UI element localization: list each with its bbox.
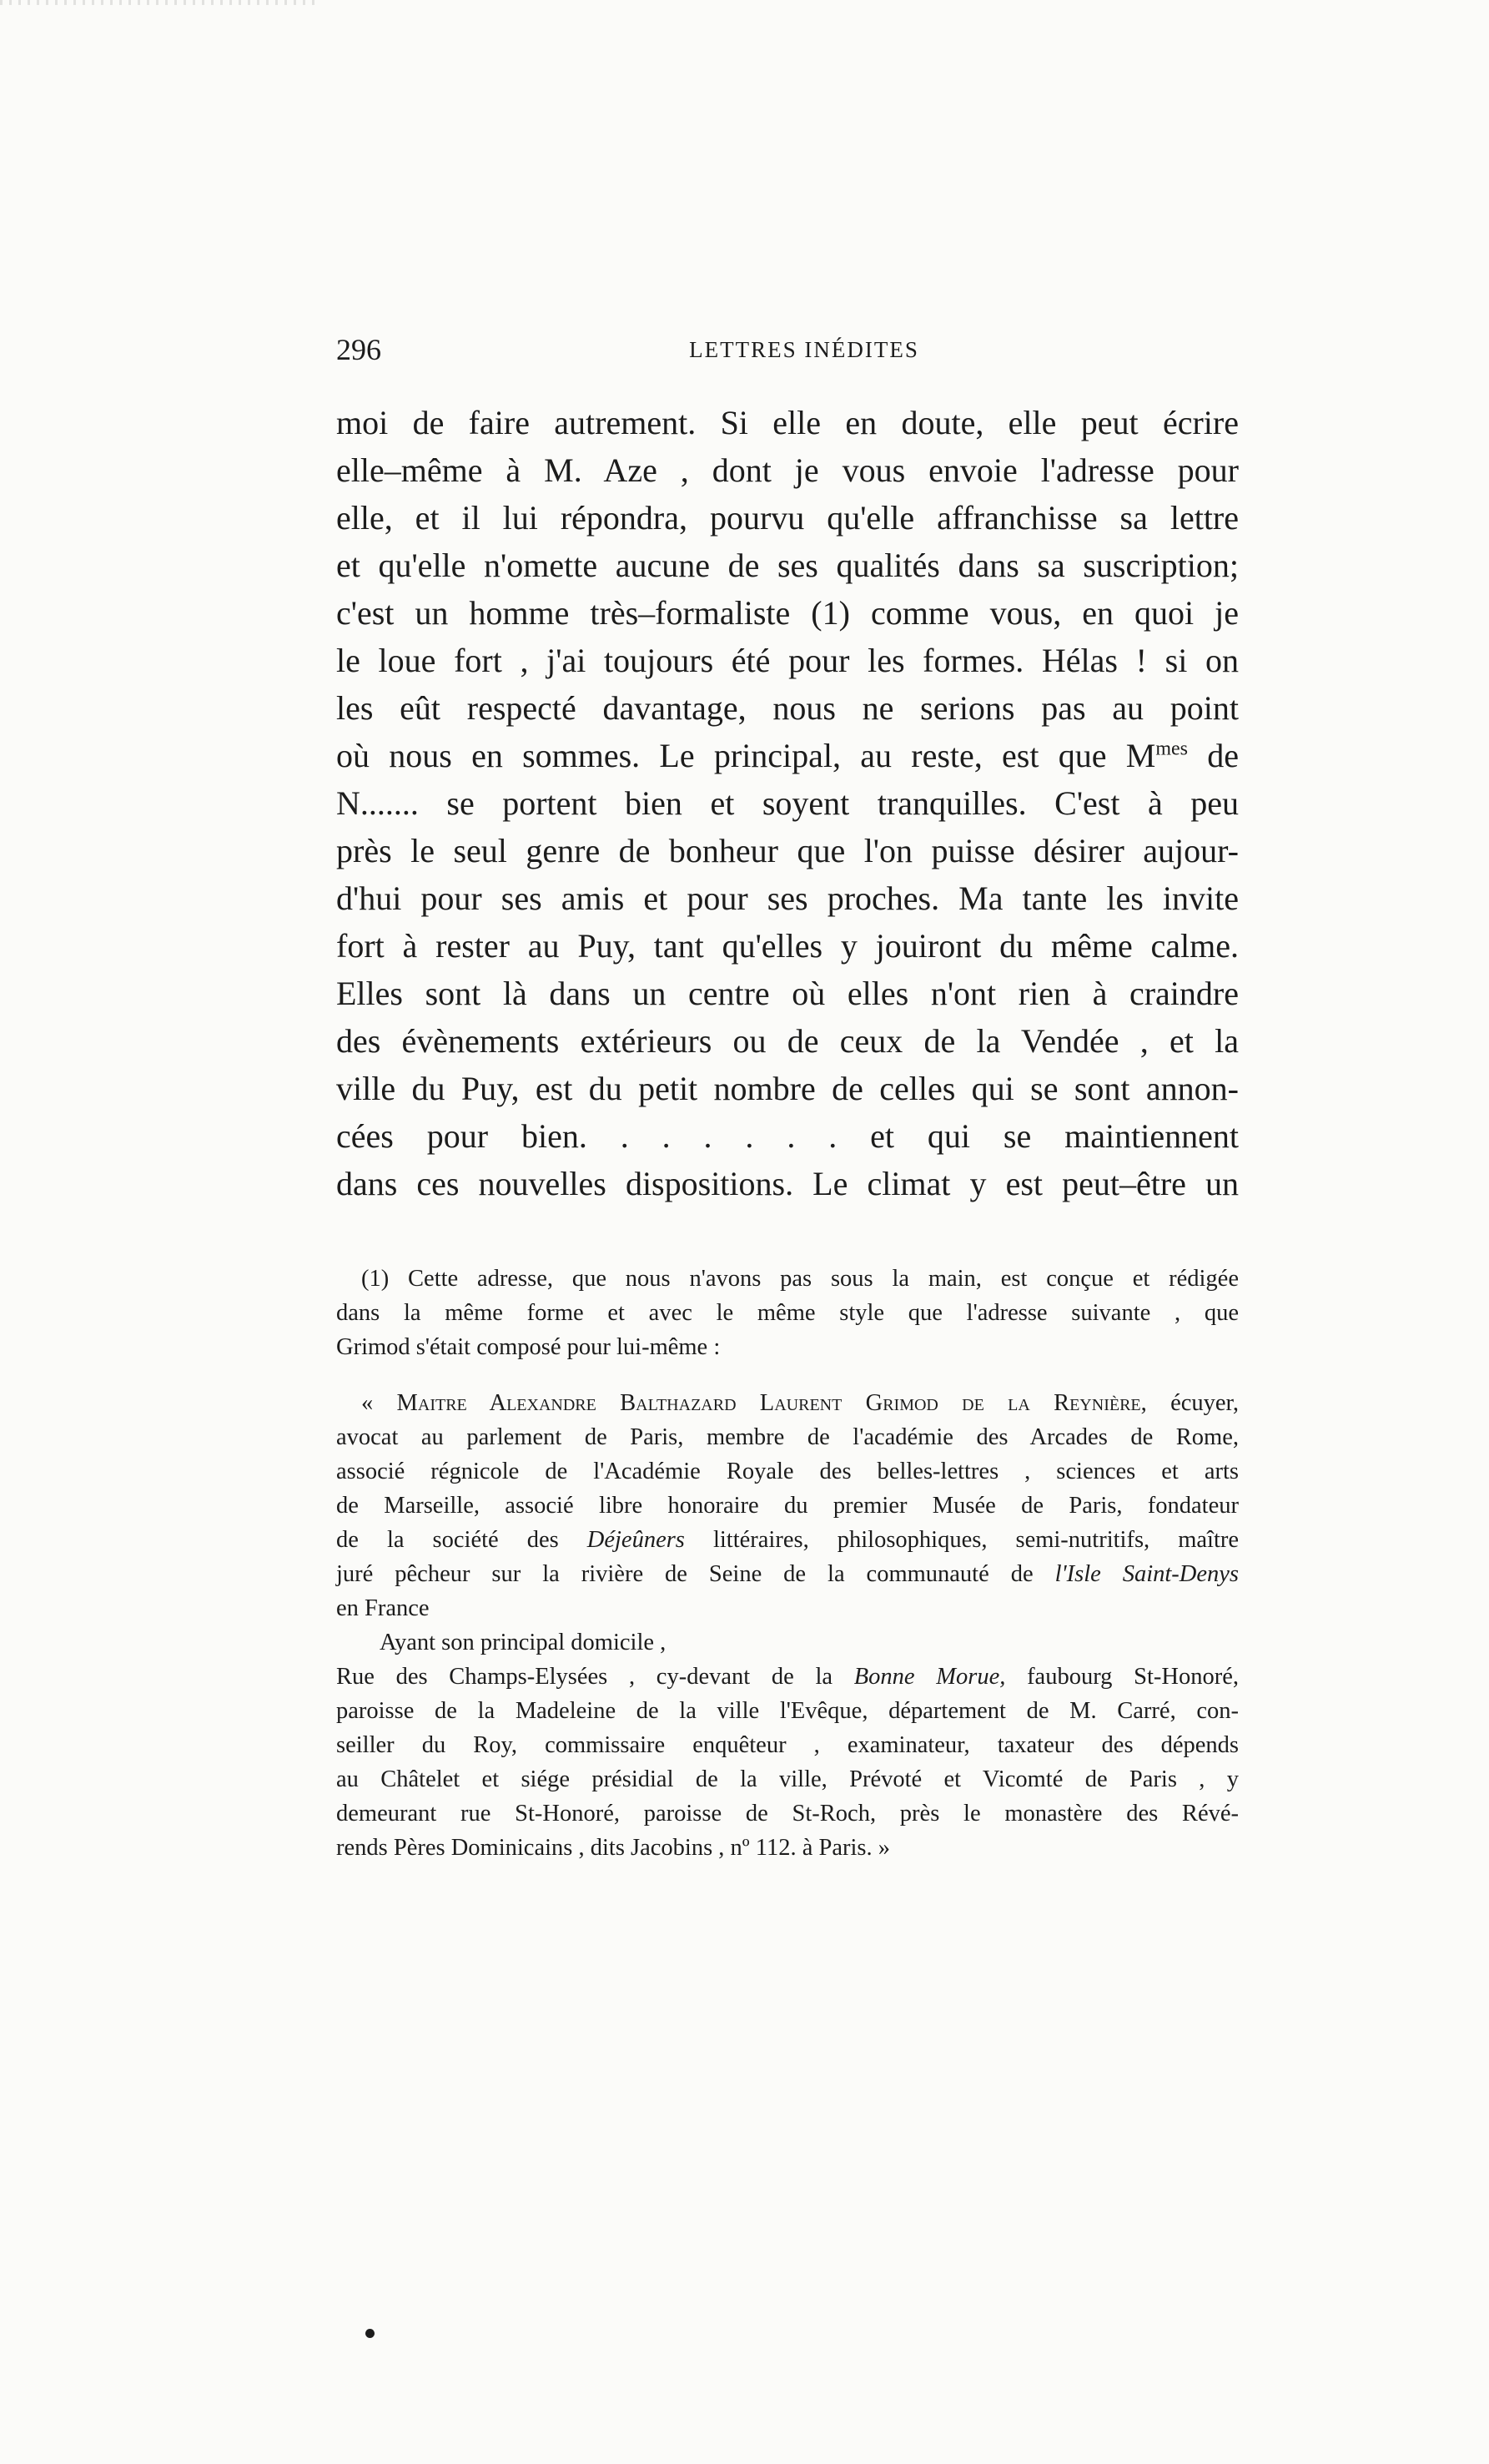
text-line: elle, et il lui répondra, pourvu qu'elle affranchisse sa lettre [336, 499, 1239, 537]
text-line: d'hui pour ses amis et pour ses proches. Ma tante les invite [336, 879, 1239, 917]
footnote-line: dans la même forme et avec le même style que l'adresse suivante , que [336, 1300, 1239, 1326]
text-line: Elles sont là dans un centre où elles n'ont rien à craindre [336, 975, 1239, 1012]
footnote-line: Grimod s'était composé pour lui-même : [336, 1334, 721, 1360]
footnote-line: Ayant son principal domicile , [380, 1630, 667, 1655]
text-line: fort à rester au Puy, tant qu'elles y jouiront du même calme. [336, 927, 1239, 965]
footnote-line: de Marseille, associé libre honoraire du premier Musée de Paris, fondateur [336, 1493, 1239, 1519]
footnote-line: au Châtelet et siége présidial de la ville, Prévoté et Vicomté de Paris , y [336, 1766, 1239, 1792]
scan-edge-artifact [0, 0, 317, 5]
text-line: les eût respecté davantage, nous ne serions pas au point [336, 689, 1239, 727]
text-segment: écuyer, [1170, 1390, 1239, 1416]
text-line: près le seul genre de bonheur que l'on puisse désirer aujour- [336, 832, 1239, 869]
footnote-quote-line [336, 1386, 1239, 1420]
text-segment: Rue des Champs-Elysées , cy-devant de la [336, 1664, 833, 1690]
italic-text: l'Isle Saint-Denys [1054, 1561, 1240, 1587]
footnote-line: paroisse de la Madeleine de la ville l'Evêque, département de M. Carré, con- [336, 1698, 1239, 1724]
footnote-line: associé régnicole de l'Académie Royale des belles-lettres , sciences et arts [336, 1459, 1239, 1484]
page-header [336, 332, 1239, 374]
text-segment: juré pêcheur sur la rivière de Seine de la communauté de [336, 1561, 1034, 1587]
footnote-line [336, 1523, 1239, 1557]
footnote-line [336, 1660, 1239, 1694]
italic-text: Bonne Morue, [853, 1664, 1006, 1690]
text-segment: de la société des [336, 1527, 559, 1553]
footnote-line: en France [336, 1595, 430, 1621]
quote-names: « Maitre Alexandre Balthazard Laurent Grimod de la Reynière, [361, 1390, 1147, 1416]
main-text [336, 399, 1239, 1207]
italic-text: Déjeûners [586, 1527, 685, 1553]
footnote-line: (1) Cette adresse, que nous n'avons pas sous la main, est conçue et rédigée [361, 1266, 1239, 1292]
text-line: des évènements extérieurs ou de ceux de la Vendée , et la [336, 1022, 1239, 1060]
ink-dot [365, 2329, 375, 2338]
footnote-line [336, 1557, 1239, 1591]
text-segment: où nous en sommes. Le principal, au reste, est que M [336, 737, 1156, 774]
footnote [336, 1262, 1239, 1865]
page-number: 296 [336, 333, 381, 366]
text-segment: faubourg St-Honoré, [1027, 1664, 1239, 1690]
text-line: c'est un homme très–formaliste (1) comme vous, en quoi je [336, 594, 1239, 632]
footnote-line: avocat au parlement de Paris, membre de l'académie des Arcades de Rome, [336, 1424, 1239, 1450]
superscript: mes [1155, 738, 1188, 760]
text-line: ville du Puy, est du petit nombre de celles qui se sont annon- [336, 1070, 1239, 1107]
text-line: elle–même à M. Aze , dont je vous envoie l'adresse pour [336, 451, 1239, 489]
text-line: cées pour bien. . . . . . . et qui se maintiennent [336, 1117, 1239, 1155]
text-line: moi de faire autrement. Si elle en doute, elle peut écrire [336, 404, 1239, 441]
text-line: dans ces nouvelles dispositions. Le climat y est peut–être un [336, 1165, 1239, 1202]
text-line: N....... se portent bien et soyent tranquilles. C'est à peu [336, 784, 1239, 822]
text-line: et qu'elle n'omette aucune de ses qualités dans sa suscription; [336, 547, 1239, 584]
text-line: le loue fort , j'ai toujours été pour les formes. Hélas ! si on [336, 642, 1239, 679]
text-segment: de [1187, 737, 1239, 774]
footnote-line: demeurant rue St-Honoré, paroisse de St-Roch, près le monastère des Révé- [336, 1801, 1239, 1827]
footnote-line: seiller du Roy, commissaire enquêteur , examinateur, taxateur des dépends [336, 1732, 1239, 1758]
text-line-with-superscript [336, 732, 1239, 779]
text-segment: littéraires, philosophiques, semi-nutritifs, maître [712, 1527, 1240, 1553]
running-title: LETTRES INÉDITES [689, 337, 919, 362]
footnote-line: rends Pères Dominicains , dits Jacobins , nº 112. à Paris. » [336, 1835, 890, 1861]
